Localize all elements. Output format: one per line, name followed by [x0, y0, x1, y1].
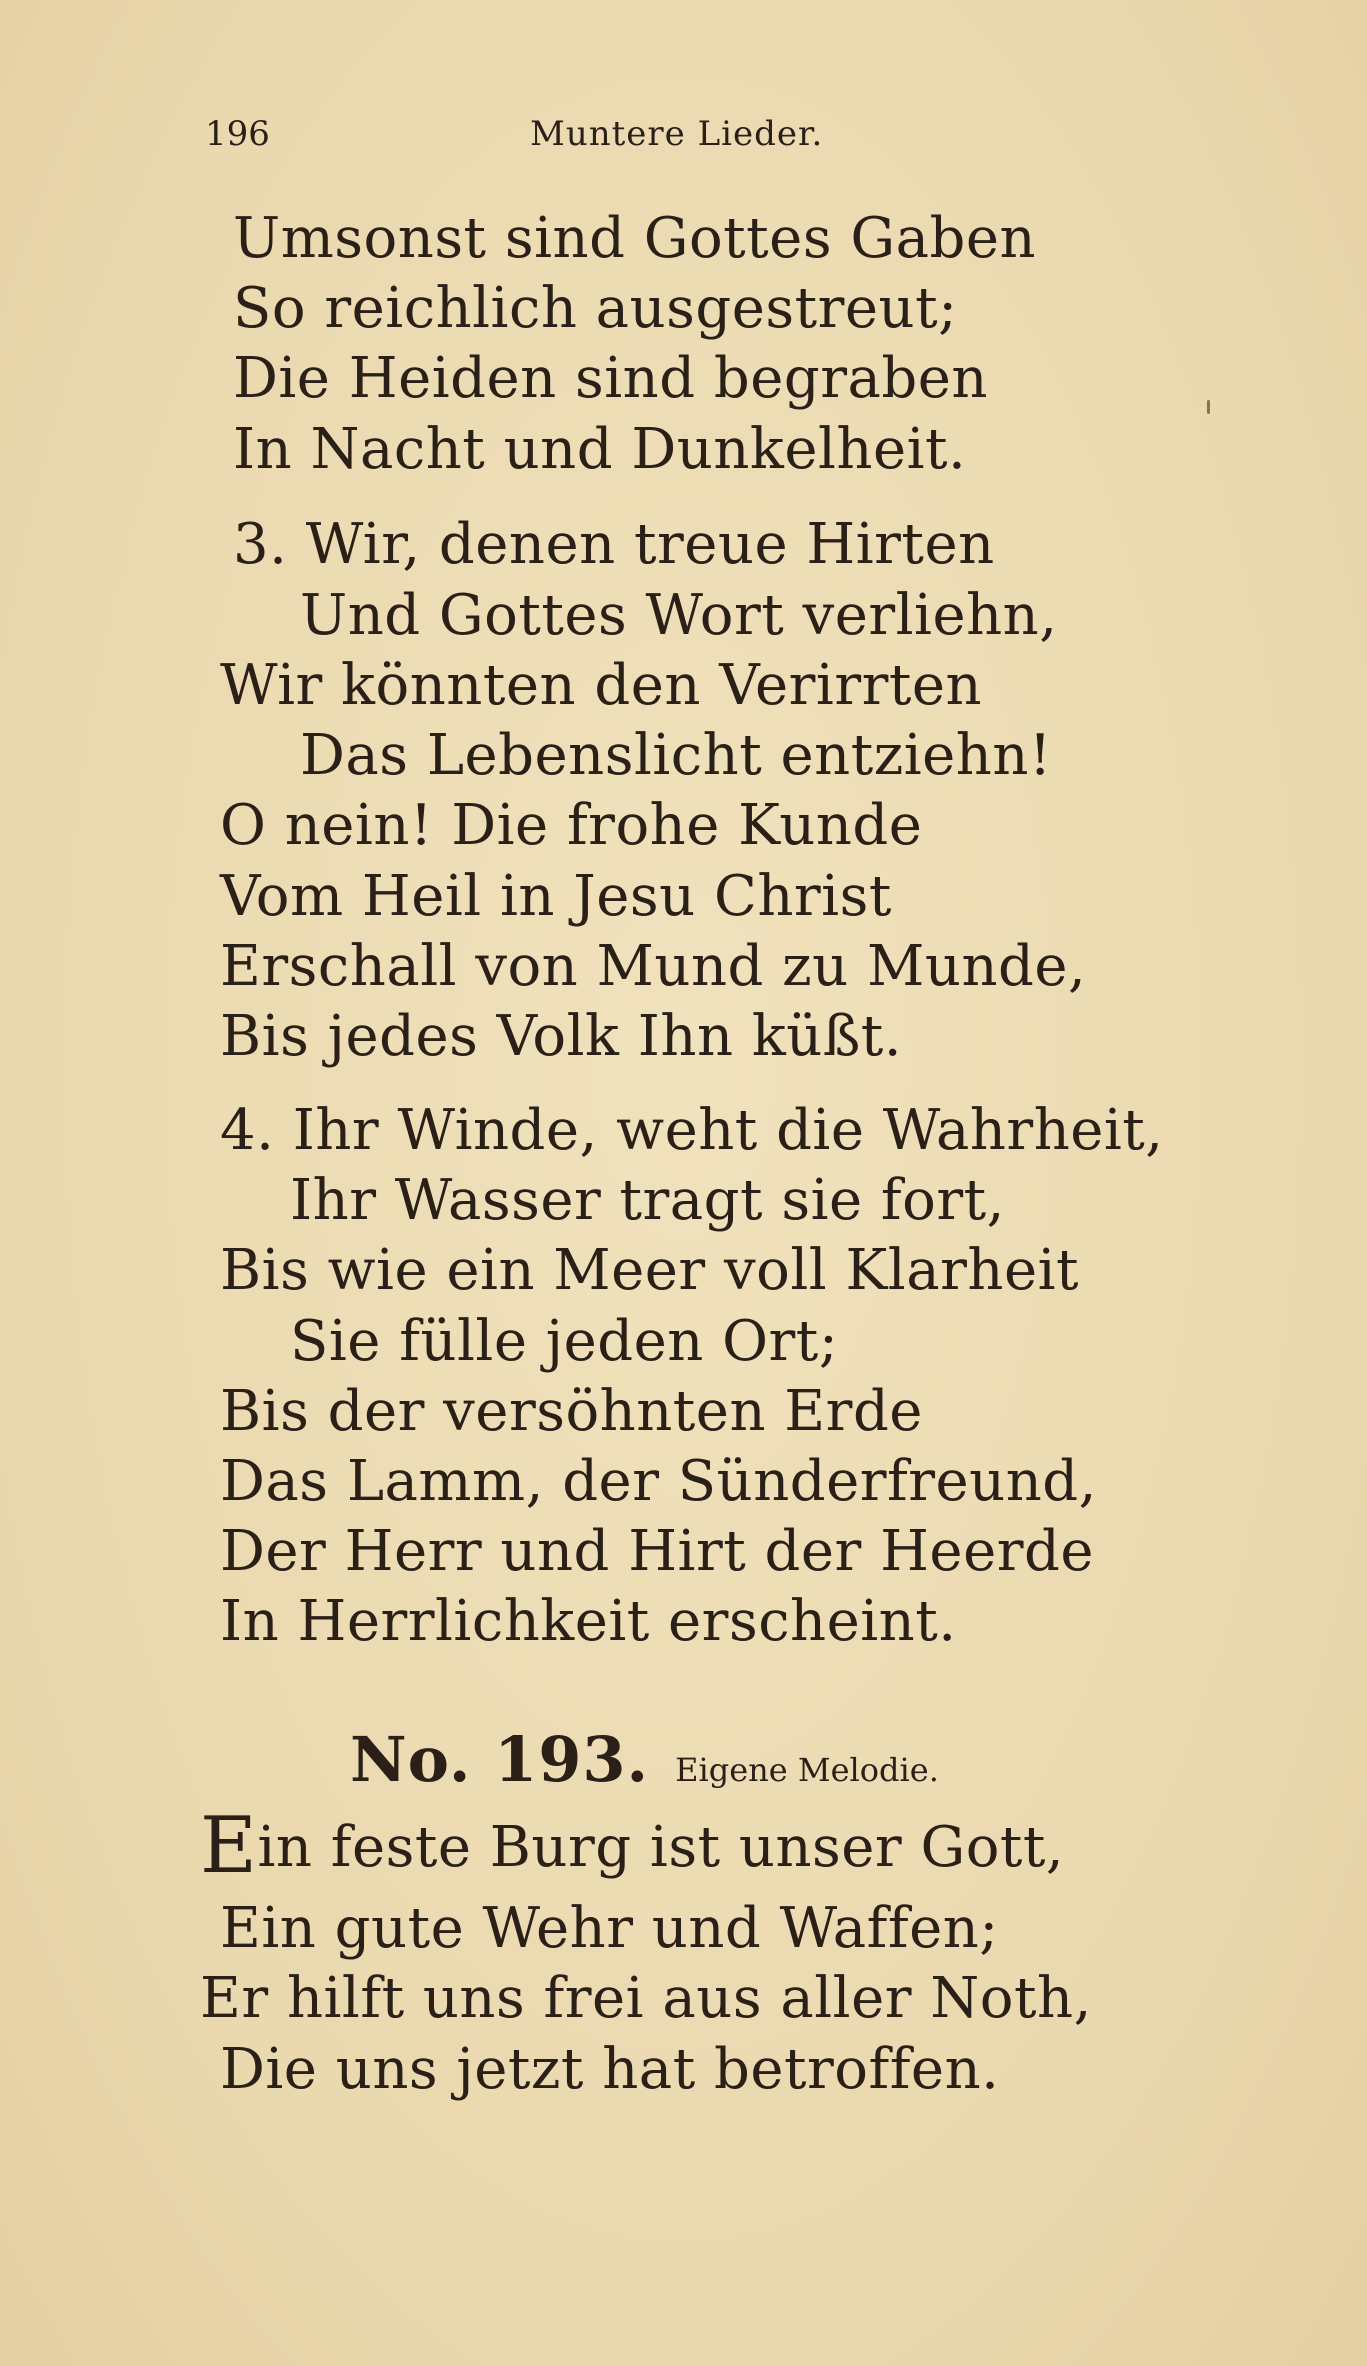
stanza-3-line: 3. Wir, denen treue Hirten	[233, 512, 995, 577]
page-number: 196	[205, 114, 270, 154]
stanza-4-line: In Herrlichkeit erscheint.	[220, 1589, 957, 1654]
verse-line: Die Heiden sind begraben	[233, 346, 988, 411]
stanza-3-line: Und Gottes Wort verliehn,	[300, 583, 1058, 648]
stanza-4-line: Ihr Wasser tragt sie fort,	[290, 1168, 1005, 1233]
verse-line: In Nacht und Dunkelheit.	[233, 417, 967, 482]
first-line-text: in feste Burg ist unser Gott,	[257, 1815, 1065, 1880]
paper-speck	[1207, 400, 1210, 414]
hymn-heading	[350, 1720, 939, 1800]
stanza-3-line: Wir könnten den Verirrten	[220, 653, 983, 718]
running-head: Muntere Lieder.	[530, 114, 824, 154]
stanza-4-line: Der Herr und Hirt der Heerde	[220, 1519, 1094, 1584]
stanza-4-line: 4. Ihr Winde, weht die Wahrheit,	[220, 1098, 1164, 1163]
hymn-first-line	[200, 1801, 1065, 1891]
stanza-4-line: Das Lamm, der Sünderfreund,	[220, 1449, 1097, 1514]
stanza-3-line: Vom Heil in Jesu Christ	[220, 864, 892, 929]
verse-line: So reichlich ausgestreut;	[233, 276, 958, 341]
hymn-line: Ein gute Wehr und Waffen;	[220, 1896, 999, 1961]
stanza-3-line: Erschall von Mund zu Munde,	[220, 934, 1087, 999]
stanza-3-line: Das Lebenslicht entziehn!	[300, 723, 1052, 788]
stanza-3-line: Bis jedes Volk Ihn küßt.	[220, 1004, 903, 1069]
melody-note: Eigene Melodie.	[675, 1751, 939, 1789]
page-header	[205, 110, 965, 158]
hymn-line: Die uns jetzt hat betroffen.	[220, 2037, 1000, 2102]
stanza-4-line: Bis wie ein Meer voll Klarheit	[220, 1238, 1079, 1303]
verse-line: Umsonst sind Gottes Gaben	[233, 206, 1037, 271]
hymn-number: No. 193.	[350, 1723, 650, 1796]
stanza-4-line: Bis der versöhnten Erde	[220, 1379, 923, 1444]
initial-letter: E	[200, 1801, 258, 1891]
hymn-line: Er hilft uns frei aus aller Noth,	[200, 1966, 1092, 2031]
stanza-3-line: O nein! Die frohe Kunde	[220, 793, 923, 858]
stanza-4-line: Sie fülle jeden Ort;	[290, 1309, 839, 1374]
